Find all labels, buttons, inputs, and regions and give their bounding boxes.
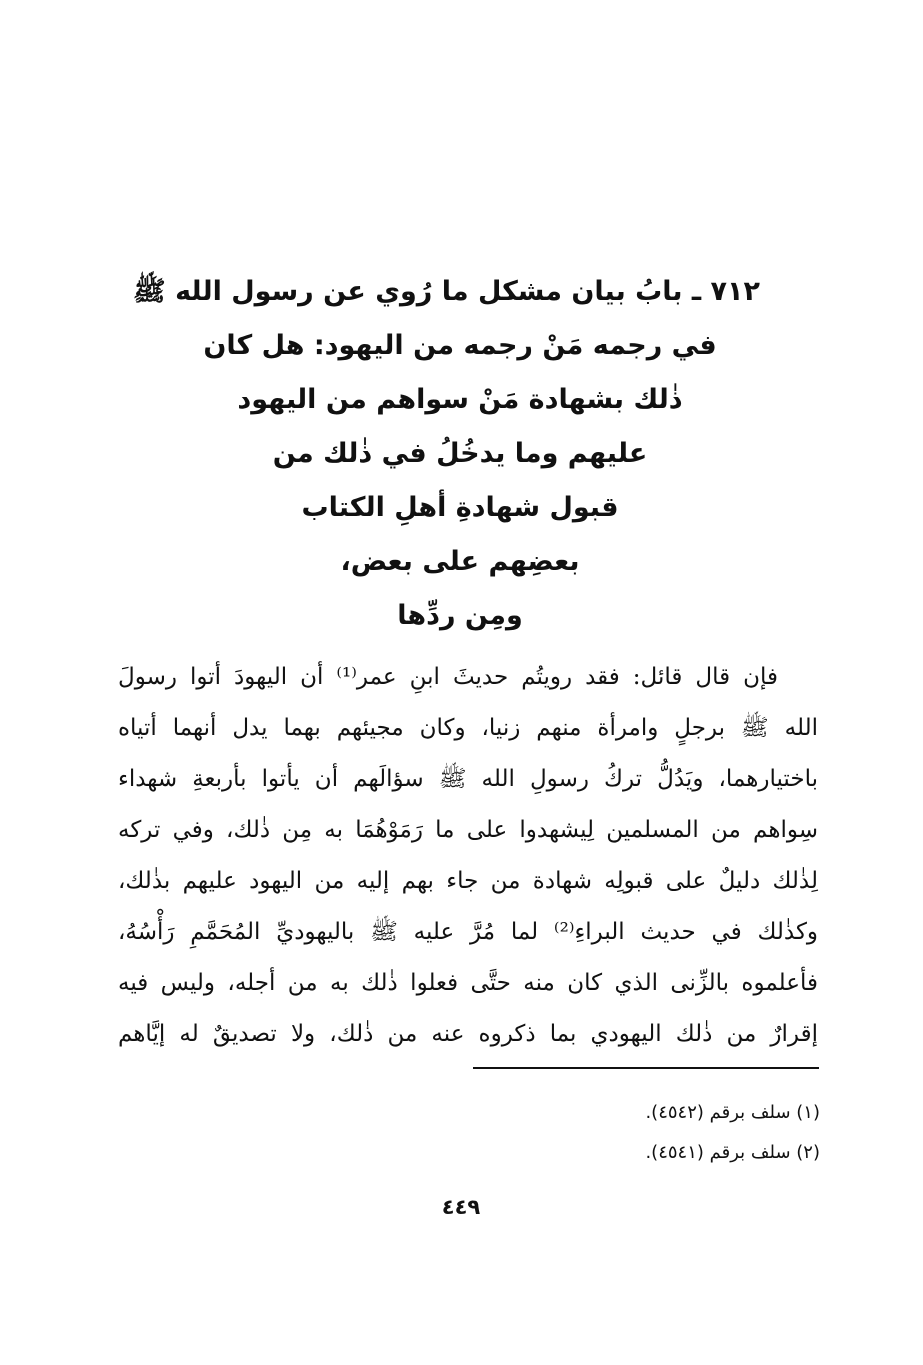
chapter-heading — [110, 265, 810, 643]
body-line: فإن قال قائل: فقد رويتُم حديثَ ابنِ عمر⁽¹⁾ أن اليهودَ أتوا رسولَ — [118, 664, 778, 690]
body-line: سِواهم من المسلمين لِيشهدوا على ما رَمَوْهُمَا به مِن ذٰلك، وفي تركه — [118, 817, 818, 843]
footnote: (٢) سلف برقم (٤٥٤١). — [645, 1142, 820, 1163]
heading-line: قبول شهادةِ أهلِ الكتاب — [301, 492, 619, 523]
body-line: باختيارهما، ويَدُلُّ تركُ رسولِ الله ﷺ سؤالَهم أن يأتوا بأربعةِ شهداء — [118, 766, 818, 792]
body-line: وكذٰلك في حديث البراءِ⁽²⁾ لما مُرَّ عليه ﷺ باليهوديِّ المُحَمَّمِ رَأْسُهُ، — [118, 919, 818, 945]
body-line: فأعلموه بالزِّنى الذي كان منه حتَّى فعلوا ذٰلك به من أجله، وليس فيه — [118, 970, 818, 996]
footnote-separator — [473, 1067, 819, 1069]
body-paragraph — [118, 652, 818, 1060]
heading-line: ٧١٢ ـ بابُ بيان مشكل ما رُوي عن رسول الله ﷺ — [133, 276, 760, 307]
body-line: الله ﷺ برجلٍ وامرأة منهم زنيا، وكان مجيئهم بهما يدل أنهما أتياه — [118, 715, 818, 741]
body-line: لِذٰلك دليلٌ على قبولِه شهادة من جاء بهم إليه من اليهود عليهم بذٰلك، — [118, 868, 818, 894]
body-line: إقرارٌ من ذٰلك اليهودي بما ذكروه عنه من ذٰلك، ولا تصديقٌ له إيَّاهم — [118, 1021, 818, 1047]
heading-line: ومِن ردِّها — [397, 600, 523, 631]
heading-line: ذٰلك بشهادة مَنْ سواهم من اليهود — [237, 384, 683, 415]
heading-line: عليهم وما يدخُلُ في ذٰلك من — [272, 438, 648, 469]
footnotes — [420, 1093, 820, 1173]
page-number: ٤٤٩ — [441, 1195, 481, 1219]
heading-line: في رجمه مَنْ رجمه من اليهود: هل كان — [203, 330, 717, 361]
footnote: (١) سلف برقم (٤٥٤٢). — [645, 1102, 820, 1123]
heading-line: بعضِهم على بعض، — [340, 546, 580, 577]
